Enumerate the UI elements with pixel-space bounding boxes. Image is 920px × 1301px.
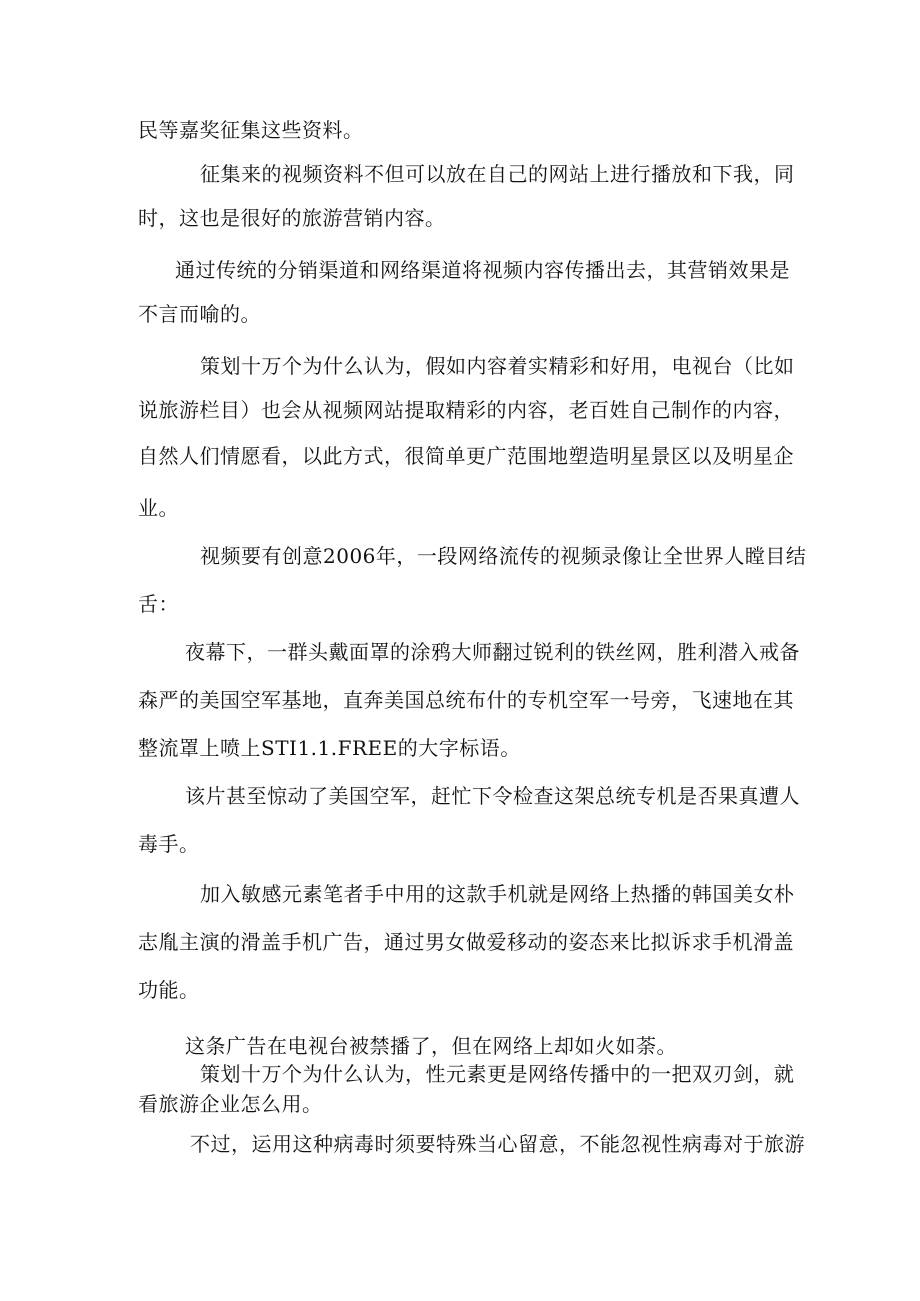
paragraph-line: 通过传统的分销渠道和网络渠道将视频内容传播出去，其营销效果是 [175, 258, 790, 282]
paragraph-line: 不言而喻的。 [138, 302, 261, 326]
paragraph-line: 不过，运用这种病毒时须要特殊当心留意，不能忽视性病毒对于旅游 [190, 1132, 805, 1156]
paragraph-line: 该片甚至惊动了美国空军，赶忙下令检查这架总统专机是否果真遭人 [185, 784, 800, 808]
paragraph-line: 毒手。 [138, 832, 200, 856]
paragraph-line: 征集来的视频资料不但可以放在自己的网站上进行播放和下我，同 [200, 162, 795, 186]
paragraph-line: 看旅游企业怎么用。 [138, 1092, 323, 1116]
paragraph-line: 功能。 [138, 978, 200, 1002]
paragraph-line: 自然人们情愿看，以此方式，很简单更广范围地塑造明星景区以及明星企 [138, 444, 794, 468]
paragraph-line: 加入敏感元素笔者手中用的这款手机就是网络上热播的韩国美女朴 [200, 882, 795, 906]
paragraph-line: 策划十万个为什么认为，假如内容着实精彩和好用，电视台（比如 [200, 354, 795, 378]
paragraph-line: 说旅游栏目）也会从视频网站提取精彩的内容，老百姓自己制作的内容， [138, 398, 794, 422]
paragraph-line: 志胤主演的滑盖手机广告，通过男女做爱移动的姿态来比拟诉求手机滑盖 [138, 930, 794, 954]
paragraph-line: 整流罩上喷上STI1.1.FREE的大字标语。 [138, 736, 521, 760]
paragraph-line: 视频要有创意2006年，一段网络流传的视频录像让全世界人瞠目结 [200, 544, 807, 568]
paragraph-line: 这条广告在电视台被禁播了，但在网络上却如火如荼。 [185, 1034, 677, 1058]
paragraph-line: 民等嘉奖征集这些资料。 [138, 118, 364, 142]
paragraph-line: 舌： [138, 592, 179, 616]
paragraph-line: 夜幕下，一群头戴面罩的涂鸦大师翻过锐利的铁丝网，胜利潜入戒备 [185, 640, 800, 664]
paragraph-line: 森严的美国空军基地，直奔美国总统布什的专机空军一号旁，飞速地在其 [138, 688, 794, 712]
paragraph-line: 时，这也是很好的旅游营销内容。 [138, 206, 446, 230]
paragraph-line: 业。 [138, 496, 179, 520]
paragraph-line: 策划十万个为什么认为，性元素更是网络传播中的一把双刃剑，就 [200, 1062, 795, 1086]
